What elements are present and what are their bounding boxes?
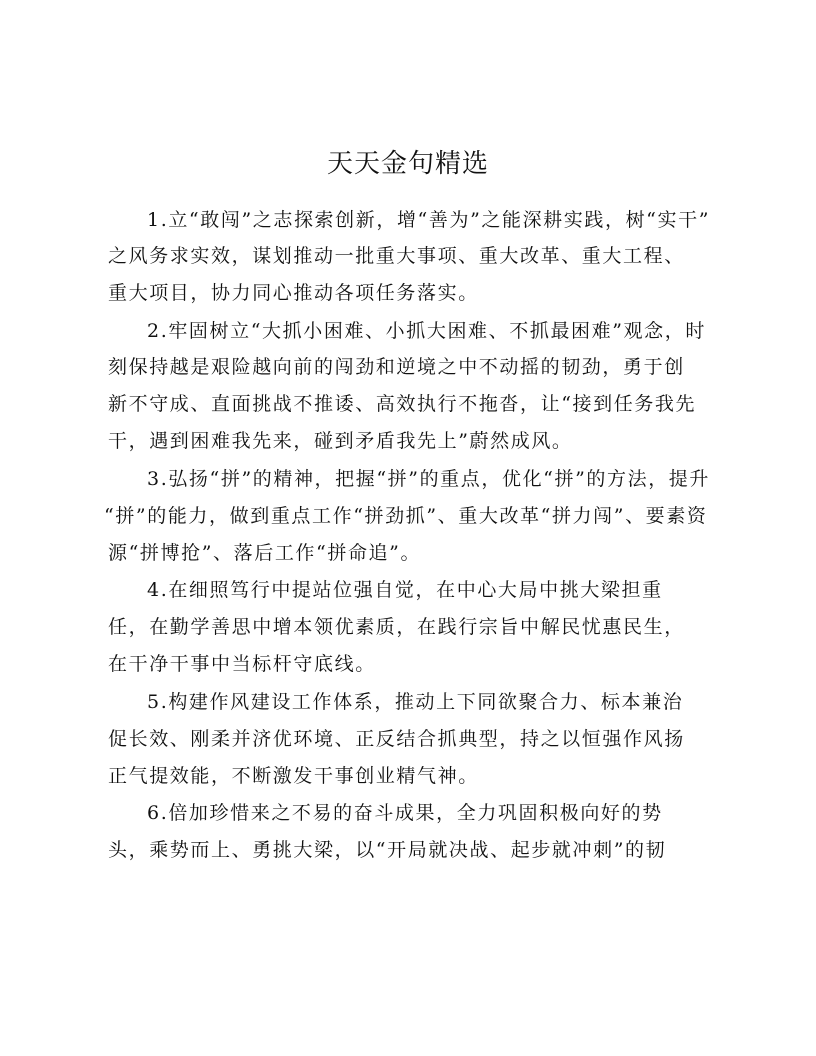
- text-line: 重大项目，协力同心推动各项任务落实。: [108, 282, 479, 304]
- text-line: 刻保持越是艰险越向前的闯劲和逆境之中不动摇的韧劲，勇于创: [108, 356, 685, 378]
- text-line: 之风务求实效，谋划推动一批重大事项、重大改革、重大工程、: [108, 245, 685, 267]
- text-line: 正气提效能，不断激发干事创业精气神。: [108, 765, 479, 787]
- text-line: 源“拼博抢”、落后工作“拼命追”。: [108, 542, 422, 564]
- document-title: 天天金句精选: [326, 149, 489, 179]
- text-line: “拼”的能力，做到重点工作“拼劲抓”、重大改革“拼力闯”、要素资: [104, 505, 708, 527]
- text-line: 5.构建作风建设工作体系，推动上下同欲聚合力、标本兼治: [147, 691, 684, 713]
- text-line: 任，在勤学善思中增本领优素质，在践行宗旨中解民忧惠民生，: [108, 616, 685, 638]
- text-line: 在干净干事中当标杆守底线。: [108, 653, 376, 675]
- text-line: 4.在细照笃行中提站位强自觉，在中心大局中挑大梁担重: [147, 579, 663, 601]
- text-line: 头，乘势而上、勇挑大梁，以“开局就决战、起步就冲刺”的韧: [108, 839, 667, 861]
- text-line: 1.立“敢闯”之志探索创新，增“善为”之能深耕实践，树“实干”: [147, 209, 711, 231]
- text-line: 新不守成、直面挑战不推诿、高效执行不拖沓，让“接到任务我先: [108, 393, 697, 415]
- text-line: 干，遇到困难我先来，碰到矛盾我先上”蔚然成风。: [108, 430, 573, 452]
- text-line: 2.牢固树立“大抓小困难、小抓大困难、不抓最困难”观念，时: [147, 320, 706, 342]
- text-line: 3.弘扬“拼”的精神，把握“拼”的重点，优化“拼”的方法，提升: [147, 468, 711, 490]
- text-line: 6.倍加珍惜来之不易的奋斗成果，全力巩固积极向好的势: [147, 802, 663, 824]
- text-line: 促长效、刚柔并济优环境、正反结合抓典型，持之以恒强作风扬: [108, 728, 685, 750]
